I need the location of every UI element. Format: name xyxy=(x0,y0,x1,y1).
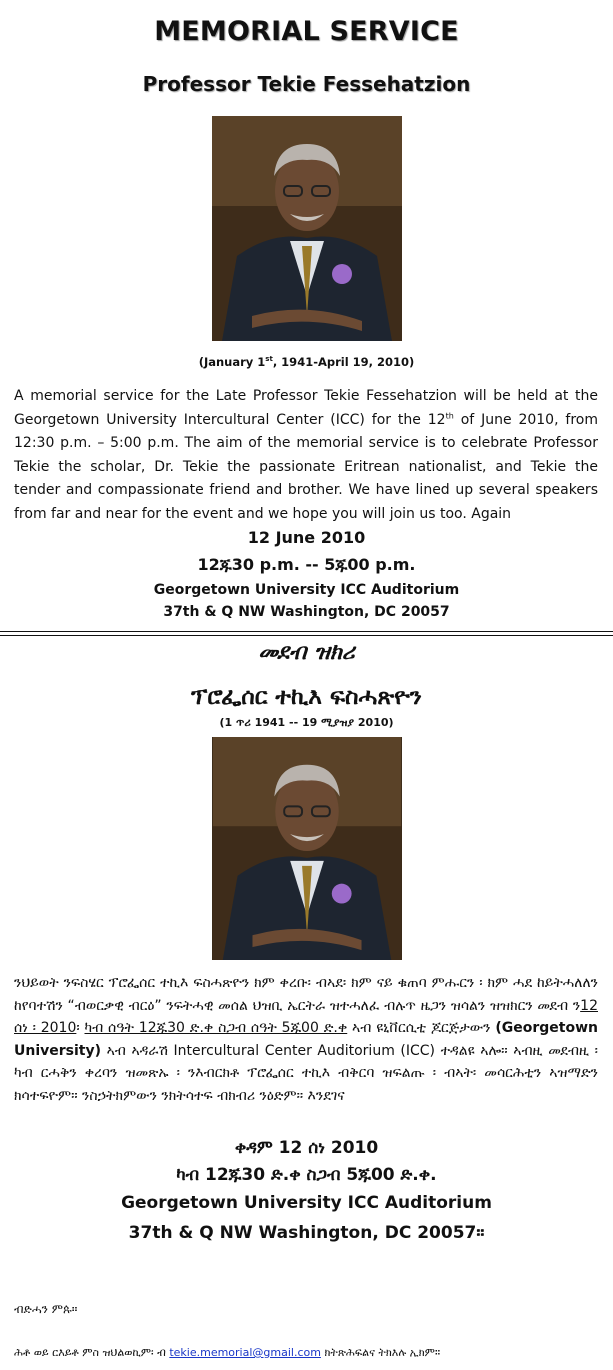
honoree-name: Professor Tekie Fessehatzion xyxy=(142,72,471,96)
tigrinya-honoree-name: ፕሮፌሰር ተኪእ ፍስሓጽዮን xyxy=(191,684,422,710)
event-address: 37th & Q NW Washington, DC 20057 xyxy=(163,604,450,620)
contact-line xyxy=(14,1346,440,1360)
tg-text-2: ኣብ ዩኒቨርሲቲ ጆርጅታውን xyxy=(347,1020,496,1037)
email-link[interactable]: tekie.memorial@gmail.com xyxy=(169,1346,321,1359)
paragraph-ordinal: th xyxy=(445,410,454,420)
event-date: 12 June 2010 xyxy=(247,528,366,547)
contact-prefix: ሕቶ ወይ ርእይቶ ምስ ዝህልወኪም፡ ብ xyxy=(14,1346,170,1359)
tg-text-1: ንህይወት ንፍስሄር ፕሮፌሰር ተኪእ ፍስሓጽዮን ክም ቀረቡ፡ ብኣደ፡ ክም ናይ ቁጠባ ምሑርን ፡ ክም ሓደ ከይትሓለለን ከየባተሽን “ብወርቃዊ ብርዕ” ንፍትሓዊ መሰል ህዝቢ ኤርትራ ዝተሓለፈ ብሉጥ ዜጋን ዝሳልን ዝዝክርን መደብ ን xyxy=(14,975,598,1014)
portrait-photo xyxy=(212,116,402,341)
tigrinya-event-venue: Georgetown University ICC Auditorium xyxy=(121,1193,492,1213)
tigrinya-event-address: 37th & Q NW Washington, DC 20057። xyxy=(128,1223,485,1243)
tg-time-underlined: ካብ ሰዓት 12ጁ30 ድ.ቀ ስጋብ ሰዓት 5ጁ00 ድ.ቀ xyxy=(84,1020,348,1037)
tg-text-3: ኣብ ኣዳራሽ xyxy=(101,1042,174,1059)
paragraph-text-a: A memorial service for the Late Professor Tekie Fessehatzion will be held at the Georgetown University Intercultural Center (ICC) for the 12 xyxy=(14,388,598,428)
life-dates-ordinal: st xyxy=(265,355,273,364)
event-venue: Georgetown University ICC Auditorium xyxy=(153,582,460,598)
contact-suffix: ክትጽሕፍልና ትክእሉ ኢክም። xyxy=(320,1346,441,1359)
tg-icc: Intercultural Center Auditorium (ICC) xyxy=(173,1042,436,1059)
life-dates xyxy=(0,355,613,369)
life-dates-end: , 1941-April 19, 2010) xyxy=(272,355,415,369)
page-title: MEMORIAL SERVICE xyxy=(154,16,459,47)
tg-text-4: ተዳልዩ ኣሎ። ኣብዚ መደብዚ ፡ ካብ ርሓቅን ቀረባን ዝመጽኡ ፡ ንእብርክቶ ፕሮፌሰር ተኪእ ብቅርባ ዝፍልጡ ፡ ብኣት፡ መሳርሕቲን ኣዝማድን ክሳተፍዮም። ንስኃትክምውን ንክትሳተፍ ብክብሪ ንዕድም። እንደገና xyxy=(14,1042,598,1104)
tg-date-underlined: 12 ሰነ ፡ 2010 xyxy=(14,997,598,1037)
tigrinya-event-date: ቀዳም 12 ሰነ 2010 xyxy=(234,1138,379,1158)
tigrinya-title: መደብ ዝክሪ xyxy=(258,640,355,665)
tg-university: (Georgetown University) xyxy=(14,1020,598,1059)
tg-colon: ፡ xyxy=(76,1020,80,1037)
english-paragraph xyxy=(14,385,598,526)
life-dates-start: (January 1 xyxy=(198,355,266,369)
tigrinya-life-dates: (1 ጥሪ 1941 -- 19 ሚያዝያ 2010) xyxy=(219,716,394,729)
portrait-illustration xyxy=(212,116,402,341)
section-divider-thin xyxy=(0,635,613,636)
signature: ብድሓን ምጱ። xyxy=(14,1302,78,1316)
tigrinya-paragraph xyxy=(14,972,598,1108)
portrait-photo-2 xyxy=(212,737,402,960)
event-time: 12ጁ30 p.m. -- 5ጁ00 p.m. xyxy=(197,555,416,574)
tigrinya-event-time: ካብ 12ጁ30 ድ.ቀ ስጋብ 5ጁ00 ድ.ቀ. xyxy=(176,1165,437,1185)
portrait-illustration-2 xyxy=(212,737,402,960)
paragraph-text-b: of June 2010, from 12:30 p.m. – 5:00 p.m. The aim of the memorial service is to celebrate Professor Tekie the scholar, Dr. Tekie the passionate Eritrean nationalist, and Tekie the tender and compassionate friend and brother. We have lined up several speakers from far and near for the event and we hope you will join us too. Again xyxy=(14,411,598,522)
section-divider xyxy=(0,631,613,632)
